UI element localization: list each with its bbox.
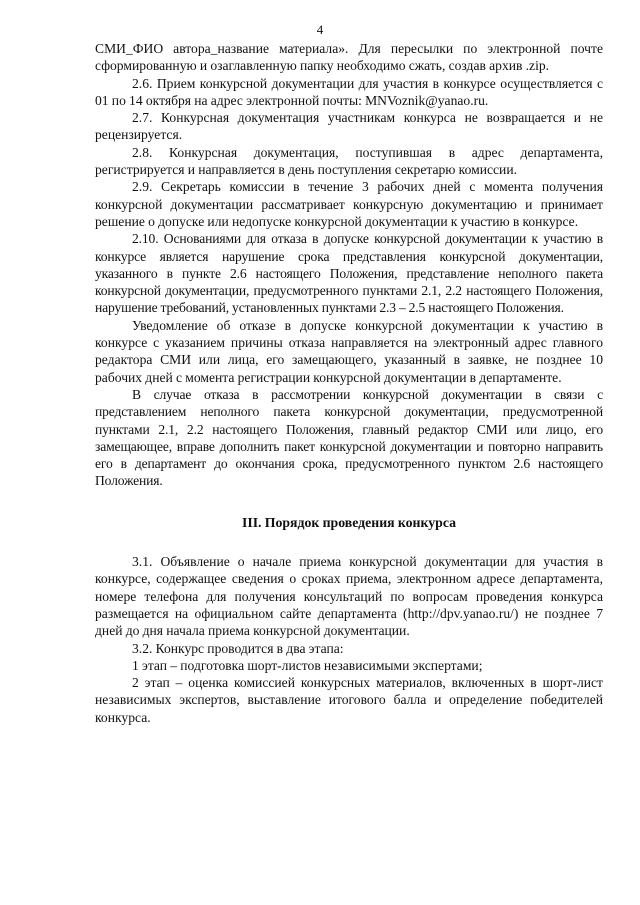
section-3-heading: III. Порядок проведения конкурса: [241, 514, 457, 530]
paragraph-refusal-resubmit: В случае отказа в рассмотрении конкурсной документации в связи с представлением неполного пакета конкурсной документации, предусмотренной пунктами 2.1, 2.2 настоящего Положения, главный редактор СМИ или лицо, его замещающее, вправе дополнить пакет конкурсной документации и повторно направить его в департамент до окончания срока, предусмотренного пунктом 2.6 настоящего Положения.: [95, 386, 603, 489]
document-body: [95, 40, 603, 726]
paragraph-continuation: СМИ_ФИО автора_название материала». Для пересылки по электронной почте сформированную и озаглавленную папку необходимо сжать, создав архив .zip.: [95, 41, 603, 74]
paragraph-2-10: 2.10. Основаниями для отказа в допуске конкурсной документации к участию в конкурсе является нарушение срока представления конкурсной документации, указанного в пункте 2.6 настоящего Положения, представление неполного пакета конкурсной документации, предусмотренного пунктами 2.1, 2.2 настоящего Положения, нарушение требований, установленных пунктами 2.3 – 2.5 настоящего Положения.: [95, 231, 603, 316]
page-number: 4: [316, 22, 324, 37]
paragraph-2-7: 2.7. Конкурсная документация участникам конкурса не возвращается и не рецензируется.: [95, 110, 603, 143]
paragraph-2-8: 2.8. Конкурсная документация, поступившая в адрес департамента, регистрируется и направляется в день поступления секретарю комиссии.: [95, 144, 603, 178]
paragraph-3-1: 3.1. Объявление о начале приема конкурсной документации для участия в конкурсе, содержащее сведения о сроках приема, электронном адресе департамента, номере телефона для получения консультаций по вопросам проведения конкурса размещается на официальном сайте департамента (http://dpv.yanao.ru/) не позднее 7 дней до дня начала приема конкурсной документации.: [95, 554, 603, 639]
paragraph-2-9: 2.9. Секретарь комиссии в течение 3 рабочих дней с момента получения конкурсной документации рассматривает конкурсную документацию и принимает решение о допуске или недопуске конкурсной документации к участию в конкурсе.: [95, 179, 603, 229]
paragraph-3-2: 3.2. Конкурс проводится в два этапа:: [132, 640, 344, 656]
paragraph-2-6: 2.6. Прием конкурсной документации для участия в конкурсе осуществляется с 01 по 14 октября на адрес электронной почты: MNVoznik@yanao.ru.: [95, 75, 603, 108]
paragraph-stage-2: 2 этап – оценка комиссией конкурсных материалов, включенных в шорт-лист независимых экспертов, выставление итогового балла и определение победителей конкурса.: [95, 675, 603, 725]
paragraph-refusal-notice: Уведомление об отказе в допуске конкурсной документации к участию в конкурсе с указанием причины отказа направляется на электронный адрес главного редактора СМИ или лица, его замещающего, указанный в заявке, не позднее 10 рабочих дней с момента регистрации конкурсной документации в департаменте.: [95, 317, 603, 385]
paragraph-stage-1: 1 этап – подготовка шорт-листов независимыми экспертами;: [132, 657, 483, 673]
